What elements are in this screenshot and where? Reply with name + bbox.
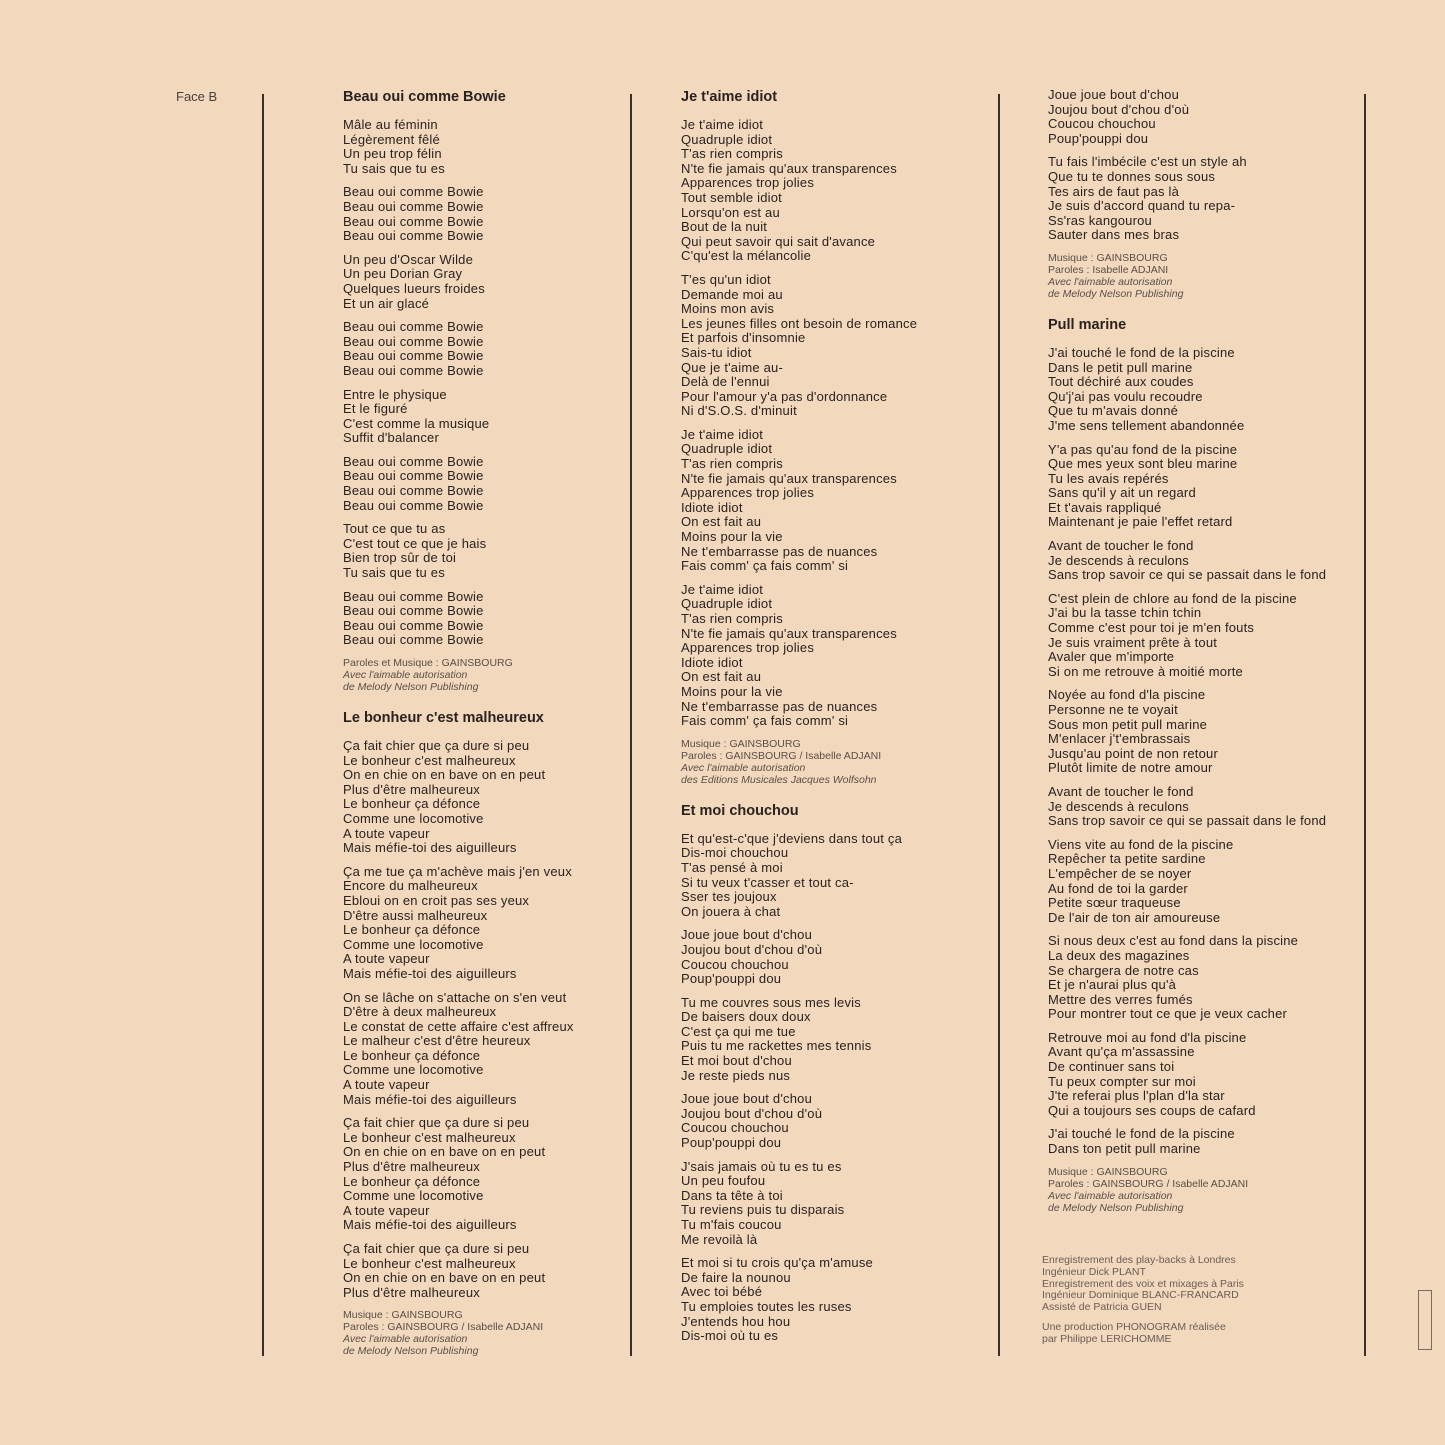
lyric-stanza [1048,539,1354,583]
credit-line: Musique : GAINSBOURG [1048,1165,1168,1178]
credit-line: Avec l'aimable autorisation [343,669,468,681]
lyric-line: Lorsqu'on est au [681,204,780,220]
lyric-line: Ss'ras kangourou [1048,212,1152,228]
lyric-line: On est fait au [681,669,762,685]
lyric-line: J'ai touché le fond de la piscine [1048,344,1235,360]
lyrics-column-1 [343,88,623,1371]
lyric-line: Idiote idiot [681,654,743,670]
lyric-line: Le bonheur ça défonce [343,922,481,938]
lyric-line: Et le figuré [343,401,408,417]
lyric-line: Ça fait chier que ça dure si peu [343,1115,530,1131]
lyric-stanza [343,320,623,378]
lyric-line: Fais comm' ça fais comm' si [681,558,849,574]
song-block [681,802,981,1344]
credit-line: Paroles et Musique : GAINSBOURG [343,657,513,669]
credit-line: Musique : GAINSBOURG [343,1309,463,1322]
credit-line: Avec l'aimable autorisation [343,1333,468,1346]
lyric-line: Comme c'est pour toi je m'en fouts [1048,620,1255,636]
lyric-stanza [1048,1127,1354,1156]
credit-line: Paroles : GAINSBOURG / Isabelle ADJANI [1048,1177,1249,1190]
lyric-line: Mais méfie-toi des aiguilleurs [343,965,517,981]
lyric-stanza [1048,1031,1354,1119]
lyric-line: Que tu te donnes sous sous [1048,168,1216,184]
lyric-stanza [681,1256,981,1344]
lyric-line: Tout semble idiot [681,189,782,205]
credit-line: de Melody Nelson Publishing [343,681,479,693]
lyric-stanza [681,428,981,574]
lyric-line: Légèrement fêlé [343,131,440,147]
lyric-line: Tu sais que tu es [343,160,445,176]
lyric-line: Sais-tu idiot [681,344,752,360]
lyric-line: Si nous deux c'est au fond dans la piscine [1048,933,1299,949]
lyric-line: Je t'aime idiot [681,426,764,442]
lyric-stanza [1048,934,1354,1022]
lyric-line: Je reste pieds nus [681,1067,791,1083]
lyric-line: D'être à deux malheureux [343,1004,497,1020]
lyric-line: Beau oui comme Bowie [343,468,484,484]
lyric-line: On se lâche on s'attache on s'en veut [343,989,567,1005]
lyric-line: C'est comme la musique [343,415,490,431]
song-credits [1048,1166,1354,1214]
lyric-line: Je t'aime idiot [681,581,764,597]
lyric-line: T'as rien compris [681,146,783,162]
lyric-line: Pour l'amour y'a pas d'ordonnance [681,388,888,404]
credit-line: Paroles : Isabelle ADJANI [1048,263,1169,276]
lyric-line: Sous mon petit pull marine [1048,716,1208,732]
lyric-line: Poup'pouppi dou [681,971,782,987]
lyric-line: Avant qu'ça m'assassine [1048,1044,1195,1060]
lyric-stanza [343,388,623,446]
lyric-stanza [1048,155,1354,243]
lyric-line: Me revoilà là [681,1231,758,1247]
lyric-line: Ne t'embarrasse pas de nuances [681,543,878,559]
lyric-stanza [681,928,981,986]
lyric-line: Tu reviens puis tu disparais [681,1202,845,1218]
lyric-line: Petite sœur traqueuse [1048,895,1181,911]
lyric-line: A toute vapeur [343,1202,430,1218]
lyric-line: Je suis vraiment prête à tout [1048,634,1218,650]
lyric-line: Plus d'être malheureux [343,1159,480,1175]
lyric-stanza [1048,785,1354,829]
lyric-line: Et moi bout d'chou [681,1053,792,1069]
lyric-line: N'te fie jamais qu'aux transparences [681,470,897,486]
production-line: Enregistrement des play-backs à Londres [1042,1254,1236,1266]
lyric-line: T'es qu'un idiot [681,271,771,287]
lyric-stanza [343,185,623,243]
lyric-line: Comme une locomotive [343,810,484,826]
lyric-stanza [1048,346,1354,434]
lyric-line: Beau oui comme Bowie [343,319,484,335]
lyric-stanza [681,1160,981,1248]
lyric-line: On est fait au [681,514,762,530]
song-credits [343,657,623,693]
lyric-line: Dis-moi où tu es [681,1328,779,1344]
lyric-line: Sans trop savoir ce qui se passait dans le fond [1048,813,1327,829]
lyric-line: Au fond de toi la garder [1048,880,1188,896]
lyric-line: Viens vite au fond de la piscine [1048,836,1234,852]
lyric-line: J'sais jamais où tu es tu es [681,1158,842,1174]
lyric-line: Moins pour la vie [681,683,783,699]
song-credits [681,738,981,786]
lyric-line: Quadruple idiot [681,441,773,457]
lyric-line: Mettre des verres fumés [1048,991,1193,1007]
lyric-line: L'empêcher de se noyer [1048,865,1192,881]
lyric-line: Ni d'S.O.S. d'minuit [681,403,797,419]
song-credits [1048,252,1354,300]
song-title: Et moi chouchou [681,802,799,819]
lyric-line: Le bonheur c'est malheureux [343,1255,516,1271]
lyric-line: Tu sais que tu es [343,565,445,581]
lyric-line: Plus d'être malheureux [343,1284,480,1300]
lyric-stanza [343,865,623,982]
lyric-stanza [1048,88,1354,146]
lyric-line: Je t'aime idiot [681,117,764,132]
lyric-line: Mais méfie-toi des aiguilleurs [343,1217,517,1233]
lyric-line: Un peu d'Oscar Wilde [343,251,474,267]
lyric-line: Avec toi bébé [681,1284,763,1300]
lyric-line: Bout de la nuit [681,219,768,235]
lyric-line: Joujou bout d'chou d'où [1048,101,1190,117]
lyric-line: Avant de toucher le fond [1048,783,1194,799]
lyric-stanza [343,590,623,648]
lyric-stanza [1048,688,1354,776]
lyric-stanza [343,522,623,580]
lyric-line: Beau oui comme Bowie [343,497,484,513]
lyric-line: Beau oui comme Bowie [343,617,484,633]
lyric-line: Maintenant je paie l'effet retard [1048,514,1233,530]
credit-line: de Melody Nelson Publishing [343,1345,479,1358]
lyric-line: On en chie on en bave on en peut [343,1270,546,1286]
lyric-line: Un peu Dorian Gray [343,266,463,282]
lyric-line: Tout ce que tu as [343,521,446,537]
lyric-line: Beau oui comme Bowie [343,603,484,619]
lyric-line: Poup'pouppi dou [681,1135,782,1151]
lyric-line: Plutôt limite de notre amour [1048,760,1213,776]
lyric-line: Joujou bout d'chou d'où [681,941,823,957]
lyric-line: Entre le physique [343,386,447,402]
lyric-line: Joue joue bout d'chou [681,1091,813,1107]
lyric-line: Quadruple idiot [681,596,773,612]
song-title: Pull marine [1048,316,1127,333]
lyric-line: Mais méfie-toi des aiguilleurs [343,840,517,856]
lyric-stanza [681,118,981,264]
production-line: par Philippe LERICHOMME [1042,1332,1172,1345]
lyric-line: Tes airs de faut pas là [1048,183,1180,199]
song-block [681,88,981,786]
lyric-line: Sser tes joujoux [681,889,777,905]
lyric-line: Tu me couvres sous mes levis [681,994,861,1010]
lyric-line: Poup'pouppi dou [1048,130,1149,146]
lyric-line: Noyée au fond d'la piscine [1048,687,1206,703]
lyric-line: Dans ton petit pull marine [1048,1141,1201,1157]
credit-line: Avec l'aimable autorisation [681,761,806,774]
lyric-line: J'ai bu la tasse tchin tchin [1048,605,1202,621]
song-title: Je t'aime idiot [681,89,778,105]
lyrics-column-2 [681,88,981,1353]
lyric-line: Que tu m'avais donné [1048,403,1179,419]
lyric-line: Coucou chouchou [681,1120,789,1136]
lyric-line: Les jeunes filles ont besoin de romance [681,315,918,331]
lyric-line: Ebloui on en croit pas ses yeux [343,892,530,908]
lyric-stanza [343,253,623,311]
lyric-stanza [681,583,981,729]
lyric-line: C'qu'est la mélancolie [681,248,812,264]
lyric-stanza [681,273,981,419]
lyric-line: Moins pour la vie [681,529,783,545]
lyric-line: Delà de l'ennui [681,374,770,390]
lyric-stanza [343,1116,623,1233]
column-rule-3 [998,94,1000,1356]
lyric-line: Un peu trop félin [343,146,442,162]
lyric-line: Bien trop sûr de toi [343,550,457,566]
lyric-line: C'est plein de chlore au fond de la piscine [1048,590,1297,606]
lyric-stanza [681,996,981,1084]
lyric-line: Dis-moi chouchou [681,845,789,861]
lyric-line: Beau oui comme Bowie [343,198,484,214]
song-title: Beau oui comme Bowie [343,89,506,105]
lyric-line: Ne t'embarrasse pas de nuances [681,698,878,714]
song-title: Le bonheur c'est malheureux [343,710,544,726]
lyric-line: Apparences trop jolies [681,640,815,656]
lyric-line: Se chargera de notre cas [1048,962,1199,978]
lyric-line: Beau oui comme Bowie [343,213,484,229]
lyric-line: Joue joue bout d'chou [681,927,813,943]
lyric-line: Repêcher ta petite sardine [1048,851,1206,867]
lyric-line: T'as rien compris [681,611,783,626]
lyric-line: Le bonheur c'est malheureux [343,752,516,768]
song-block [343,88,623,693]
credit-line: Paroles : GAINSBOURG / Isabelle ADJANI [681,749,882,762]
lyric-stanza [681,1092,981,1150]
lyric-stanza [1048,592,1354,680]
lyric-line: N'te fie jamais qu'aux transparences [681,160,897,176]
lyric-line: T'as pensé à moi [681,859,783,875]
lyric-line: Beau oui comme Bowie [343,184,484,200]
lyric-line: Beau oui comme Bowie [343,228,484,244]
lyric-line: Si tu veux t'casser et tout ca- [681,874,854,890]
lyric-line: Sans trop savoir ce qui se passait dans le fond [1048,567,1327,583]
lyric-line: Beau oui comme Bowie [343,348,484,364]
lyric-line: A toute vapeur [343,825,430,841]
lyric-line: Personne ne te voyait [1048,702,1178,717]
lyric-line: Tu emploies toutes les ruses [681,1298,852,1314]
lyric-line: On en chie on en bave on en peut [343,767,546,783]
lyric-line: T'as rien compris [681,456,783,472]
lyric-line: Idiote idiot [681,499,743,515]
credit-line: de Melody Nelson Publishing [1048,287,1184,300]
lyric-stanza [343,1242,623,1300]
lyric-line: J'entends hou hou [681,1313,791,1329]
lyric-line: Le bonheur ça défonce [343,1047,481,1063]
lyric-line: Le constat de cette affaire c'est affreux [343,1018,574,1034]
production-line: Enregistrement des voix et mixages à Paris [1042,1277,1244,1290]
lyric-line: Le bonheur c'est malheureux [343,1129,516,1145]
lyric-line: Encore du malheureux [343,878,478,894]
lyric-line: Coucou chouchou [1048,116,1156,132]
face-label: Face B [176,89,218,104]
production-line: Ingénieur Dick PLANT [1042,1265,1146,1278]
lyric-line: Comme une locomotive [343,1188,484,1204]
lyric-line: La deux des magazines [1048,947,1190,963]
lyric-line: Ça me tue ça m'achève mais j'en veux [343,863,572,879]
lyric-line: Et un air glacé [343,295,430,311]
lyric-line: De faire la nounou [681,1269,791,1285]
lyric-line: Je suis d'accord quand tu repa- [1048,198,1236,214]
lyric-line: J'te referai plus l'plan d'la star [1048,1088,1225,1104]
lyric-line: Comme une locomotive [343,936,484,952]
lyric-line: Mâle au féminin [343,117,438,132]
credit-line: des Editions Musicales Jacques Wolfsohn [681,773,877,786]
lyric-line: Je descends à reculons [1048,552,1189,568]
lyric-line: Mais méfie-toi des aiguilleurs [343,1091,517,1107]
lyric-line: Sans qu'il y ait un regard [1048,485,1196,501]
production-line: Ingénieur Dominique BLANC-FRANCARD [1042,1289,1239,1302]
lyric-line: M'enlacer j't'embrassais [1048,731,1191,747]
lyric-line: Je descends à reculons [1048,798,1189,814]
lyric-line: Beau oui comme Bowie [343,333,484,349]
lyric-line: Et t'avais rappliqué [1048,499,1162,515]
lyric-line: De l'air de ton air amoureuse [1048,909,1221,925]
song-credits [343,1309,623,1357]
lyric-line: Avaler que m'importe [1048,649,1175,665]
lyric-line: Beau oui comme Bowie [343,453,484,469]
lyric-line: Plus d'être malheureux [343,781,480,797]
lyric-line: Ça fait chier que ça dure si peu [343,1241,530,1256]
lyric-line: Que je t'aime au- [681,359,783,375]
lyric-line: J'me sens tellement abandonnée [1048,417,1245,433]
credit-line: de Melody Nelson Publishing [1048,1201,1184,1214]
lyric-stanza [343,739,623,856]
lyric-line: Un peu foufou [681,1173,766,1189]
lyric-line: Moins mon avis [681,301,775,317]
lyric-stanza [343,455,623,513]
lyric-line: Pour montrer tout ce que je veux cacher [1048,1006,1288,1022]
credit-line: Musique : GAINSBOURG [1048,251,1168,264]
lyric-line: Le bonheur ça défonce [343,796,481,812]
lyric-line: Beau oui comme Bowie [343,483,484,499]
credit-line: Paroles : GAINSBOURG / Isabelle ADJANI [343,1321,544,1334]
lyric-line: Apparences trop jolies [681,175,815,191]
lyric-line: Beau oui comme Bowie [343,632,484,648]
label-logo [1418,1290,1432,1350]
lyric-line: Qui peut savoir qui sait d'avance [681,233,876,249]
lyric-line: Avant de toucher le fond [1048,538,1194,554]
lyric-line: Et moi si tu crois qu'ça m'amuse [681,1255,873,1271]
lyric-line: Tu peux compter sur moi [1048,1073,1196,1089]
lyric-line: Dans le petit pull marine [1048,359,1193,375]
lyric-line: Tout déchiré aux coudes [1048,374,1194,390]
lyric-line: Tu les avais repérés [1048,470,1169,486]
lyric-line: Tu m'fais coucou [681,1217,782,1232]
lyric-line: Quelques lueurs froides [343,280,485,296]
lyric-line: Que mes yeux sont bleu marine [1048,456,1238,472]
credit-line: Musique : GAINSBOURG [681,737,801,750]
credit-line: Avec l'aimable autorisation [1048,1189,1173,1202]
lyric-stanza [681,832,981,920]
lyric-line: Joue joue bout d'chou [1048,87,1180,102]
lyric-line: Et parfois d'insomnie [681,330,806,346]
lyric-line: Le bonheur ça défonce [343,1173,481,1189]
lyric-line: Qui a toujours ses coups de cafard [1048,1102,1256,1118]
lyric-line: Puis tu me rackettes mes tennis [681,1038,872,1054]
lyric-line: C'est tout ce que je hais [343,535,487,551]
lyric-line: On jouera à chat [681,903,781,919]
lyric-line: Y'a pas qu'au fond de la piscine [1048,441,1238,457]
lyric-stanza [343,118,623,176]
lyric-line: Si on me retrouve à moitié morte [1048,663,1243,679]
lyric-line: On en chie on en bave on en peut [343,1144,546,1160]
production-line: Assisté de Patricia GUEN [1042,1301,1162,1314]
lyric-line: Fais comm' ça fais comm' si [681,713,849,729]
lyric-line: Jusqu'au point de non retour [1048,745,1218,761]
lyric-line: C'est ça qui me tue [681,1023,796,1039]
lyric-line: Beau oui comme Bowie [343,588,484,604]
lyric-line: Joujou bout d'chou d'où [681,1105,823,1121]
lyric-stanza [343,991,623,1108]
column-rule-4 [1364,94,1366,1356]
lyric-line: Coucou chouchou [681,956,789,972]
lyric-line: Demande moi au [681,286,783,302]
credit-line: Avec l'aimable autorisation [1048,275,1173,288]
lyric-line: Comme une locomotive [343,1062,484,1078]
lyric-line: Dans ta tête à toi [681,1187,783,1203]
lyric-line: Quadruple idiot [681,131,773,147]
song-block [343,709,623,1357]
lyric-line: Suffit d'balancer [343,430,439,446]
song-block [1048,88,1354,300]
lyric-line: Sauter dans mes bras [1048,227,1180,243]
lyric-line: Qu'j'ai pas voulu recoudre [1048,388,1203,404]
lyric-line: Retrouve moi au fond d'la piscine [1048,1029,1247,1045]
lyric-line: Tu fais l'imbécile c'est un style ah [1048,154,1247,170]
lyric-line: D'être aussi malheureux [343,907,488,923]
lyric-line: Apparences trop jolies [681,485,815,501]
lyric-line: Et qu'est-c'que j'deviens dans tout ça [681,830,903,846]
lyric-line: A toute vapeur [343,1077,430,1093]
lyric-line: Le malheur c'est d'être heureux [343,1033,531,1049]
lyric-stanza [1048,838,1354,926]
song-block [1048,316,1354,1214]
lyric-stanza [1048,443,1354,531]
column-rule-2 [630,94,632,1356]
lyrics-column-3 [1048,88,1354,1228]
lyric-line: A toute vapeur [343,951,430,967]
column-rule-1 [262,94,264,1356]
lyric-line: De baisers doux doux [681,1009,811,1025]
lyric-line: Et je n'aurai plus qu'à [1048,977,1177,993]
lyric-line: De continuer sans toi [1048,1059,1175,1075]
production-credits [1042,1255,1244,1346]
lyric-line: N'te fie jamais qu'aux transparences [681,625,897,641]
production-line: Une production PHONOGRAM réalisée [1042,1320,1226,1333]
lyric-line: Beau oui comme Bowie [343,362,484,378]
lyric-line: Ça fait chier que ça dure si peu [343,738,530,753]
lyric-line: J'ai touché le fond de la piscine [1048,1126,1235,1142]
